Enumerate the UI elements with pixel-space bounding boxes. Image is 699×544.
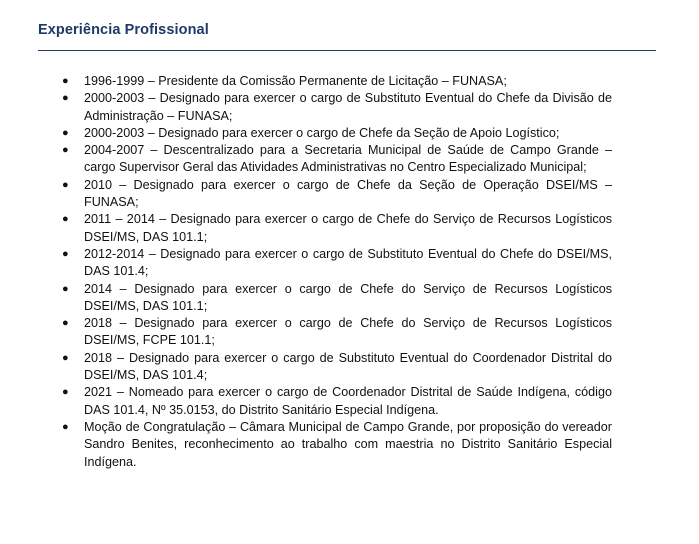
list-item-text: 2014 – Designado para exercer o cargo de Chefe do Serviço de Recursos Logísticos DSEI/MS, DAS 101.1; xyxy=(84,281,612,313)
experience-list xyxy=(60,73,612,471)
bullet-icon: ● xyxy=(62,126,69,139)
list-item xyxy=(60,315,612,350)
list-item xyxy=(60,246,612,281)
list-item xyxy=(60,73,612,90)
bullet-icon: ● xyxy=(62,317,69,330)
list-item-text: 2000-2003 – Designado para exercer o cargo de Substituto Eventual do Chefe da Divisão de Administração – FUNASA; xyxy=(84,91,612,123)
list-item-text: 2011 – 2014 – Designado para exercer o cargo de Chefe do Serviço de Recursos Logísticos DSEI/MS, DAS 101.1; xyxy=(84,212,612,244)
bullet-icon: ● xyxy=(62,351,69,364)
bullet-icon: ● xyxy=(62,386,69,399)
list-item-text: 1996-1999 – Presidente da Comissão Permanente de Licitação – FUNASA; xyxy=(84,74,507,88)
list-item xyxy=(60,384,612,419)
list-item-text: 2021 – Nomeado para exercer o cargo de Coordenador Distrital de Saúde Indígena, código DAS 101.4, Nº 35.0153, do Distrito Sanitário Especial Indígena. xyxy=(84,385,612,417)
bullet-icon: ● xyxy=(62,213,69,226)
list-item xyxy=(60,142,612,177)
list-item xyxy=(60,177,612,212)
section-divider xyxy=(38,50,656,51)
bullet-icon: ● xyxy=(62,247,69,260)
list-item-text: 2010 – Designado para exercer o cargo de Chefe da Seção de Operação DSEI/MS – FUNASA; xyxy=(84,177,612,210)
list-item xyxy=(60,419,612,471)
bullet-icon: ● xyxy=(62,420,69,433)
list-item xyxy=(60,211,612,246)
list-item xyxy=(60,125,612,142)
section-title: Experiência Profissional xyxy=(38,22,209,38)
list-item-text: 2004-2007 – Descentralizado para a Secretaria Municipal de Saúde de Campo Grande – cargo Supervisor Geral das Atividades Administrativas no Centro Especializado Municipal; xyxy=(84,143,612,175)
bullet-icon: ● xyxy=(62,178,69,191)
list-item-text: 2012-2014 – Designado para exercer o cargo de Substituto Eventual do Chefe do DSEI/MS, DAS 101.4; xyxy=(84,246,612,279)
list-item-text: 2018 – Designado para exercer o cargo de Substituto Eventual do Coordenador Distrital do DSEI/MS, DAS 101.4; xyxy=(84,350,612,383)
list-item-text: 2018 – Designado para exercer o cargo de Chefe do Serviço de Recursos Logísticos DSEI/MS, FCPE 101.1; xyxy=(84,316,612,348)
bullet-icon: ● xyxy=(62,75,69,87)
list-item-text: 2000-2003 – Designado para exercer o cargo de Chefe da Seção de Apoio Logístico; xyxy=(84,125,560,140)
bullet-icon: ● xyxy=(62,144,69,157)
list-item-text: Moção de Congratulação – Câmara Municipal de Campo Grande, por proposição do vereador Sandro Benites, reconhecimento ao trabalho com maestria no Distrito Sanitário Especial Indígena. xyxy=(84,419,612,469)
bullet-icon: ● xyxy=(62,282,69,295)
list-item xyxy=(60,281,612,316)
bullet-icon: ● xyxy=(62,92,69,105)
list-item xyxy=(60,350,612,385)
list-item xyxy=(60,90,612,125)
